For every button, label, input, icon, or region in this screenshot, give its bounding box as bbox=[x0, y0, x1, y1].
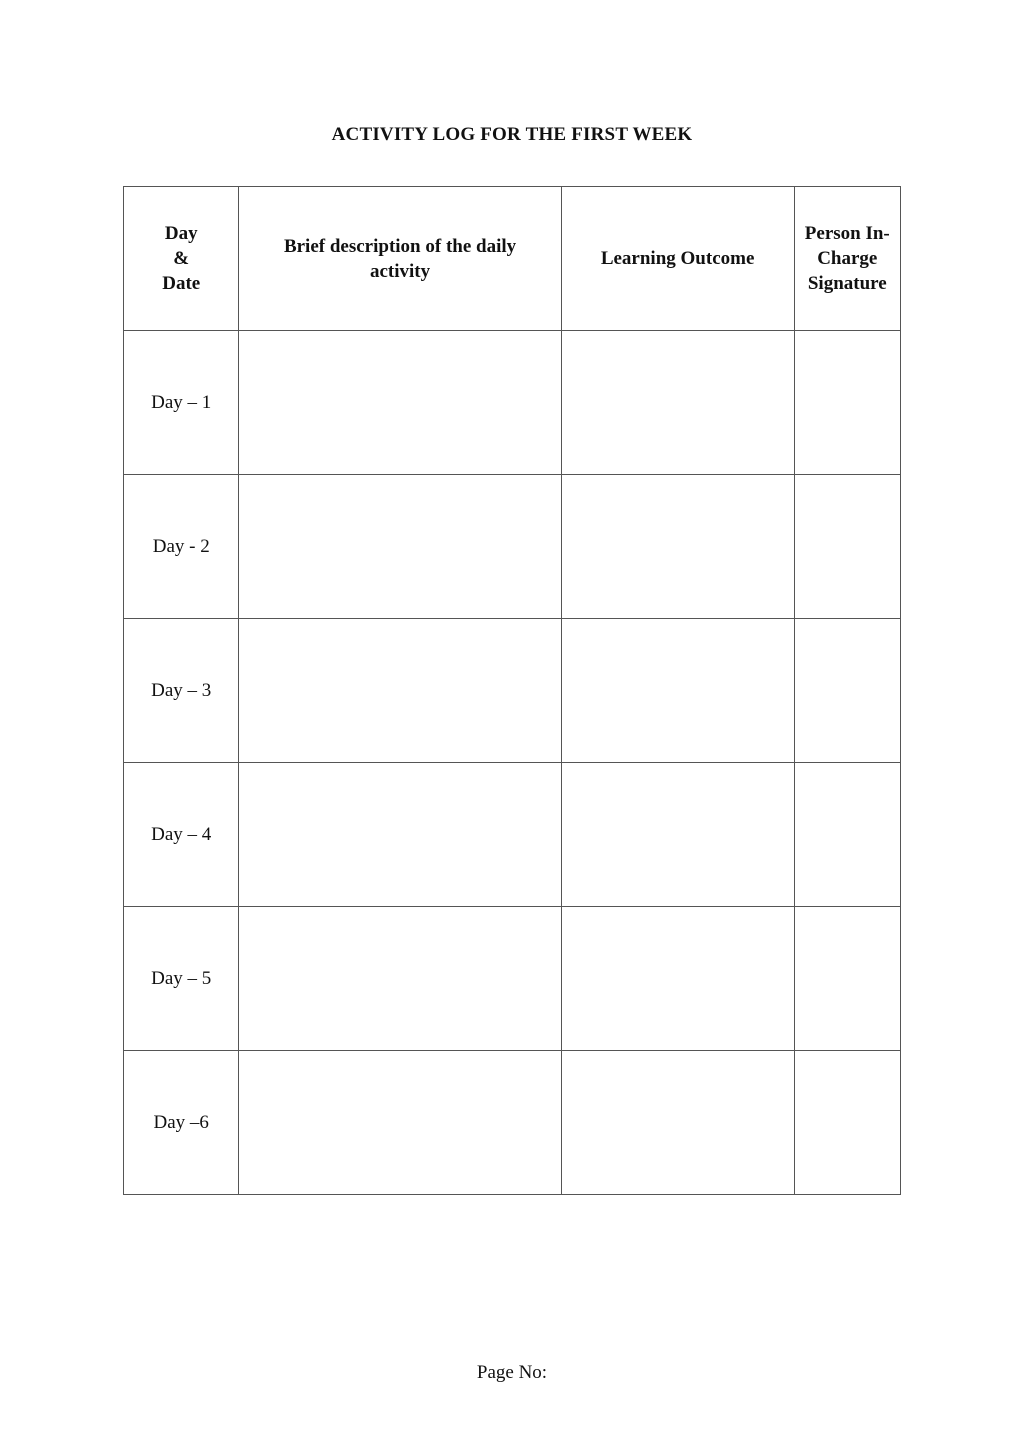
learning-outcome-cell[interactable] bbox=[561, 619, 794, 763]
day-cell: Day –6 bbox=[124, 1051, 239, 1195]
description-cell[interactable] bbox=[239, 1051, 561, 1195]
header-day-date-line: Day bbox=[164, 223, 198, 244]
table-row bbox=[124, 1051, 901, 1195]
table-row bbox=[124, 619, 901, 763]
signature-cell[interactable] bbox=[794, 619, 900, 763]
signature-cell[interactable] bbox=[794, 1051, 900, 1195]
signature-cell[interactable] bbox=[794, 331, 900, 475]
header-signature-line: Person In- bbox=[804, 223, 890, 244]
day-cell: Day – 1 bbox=[124, 331, 239, 475]
table-row bbox=[124, 475, 901, 619]
day-cell: Day - 2 bbox=[124, 475, 239, 619]
day-cell: Day – 3 bbox=[124, 619, 239, 763]
description-cell[interactable] bbox=[239, 763, 561, 907]
activity-log-table bbox=[123, 186, 901, 1195]
signature-cell[interactable] bbox=[794, 907, 900, 1051]
table-header-row bbox=[124, 187, 901, 331]
description-cell[interactable] bbox=[239, 907, 561, 1051]
day-cell: Day – 4 bbox=[124, 763, 239, 907]
description-cell[interactable] bbox=[239, 619, 561, 763]
header-day-date-line: & bbox=[173, 248, 190, 269]
learning-outcome-cell[interactable] bbox=[561, 763, 794, 907]
learning-outcome-cell[interactable] bbox=[561, 1051, 794, 1195]
day-cell: Day – 5 bbox=[124, 907, 239, 1051]
learning-outcome-cell[interactable] bbox=[561, 331, 794, 475]
description-cell[interactable] bbox=[239, 331, 561, 475]
header-learning-outcome: Learning Outcome bbox=[561, 187, 794, 331]
table-row bbox=[124, 907, 901, 1051]
table-row bbox=[124, 763, 901, 907]
header-description bbox=[239, 187, 561, 331]
page-title: ACTIVITY LOG FOR THE FIRST WEEK bbox=[331, 124, 693, 145]
header-signature-line: Signature bbox=[807, 273, 887, 294]
learning-outcome-cell[interactable] bbox=[561, 475, 794, 619]
header-description-line: activity bbox=[369, 260, 431, 282]
header-day-date-line: Date bbox=[162, 273, 201, 294]
signature-cell[interactable] bbox=[794, 475, 900, 619]
signature-cell[interactable] bbox=[794, 763, 900, 907]
table-row bbox=[124, 331, 901, 475]
description-cell[interactable] bbox=[239, 475, 561, 619]
header-signature-line: Charge bbox=[817, 248, 878, 269]
header-signature bbox=[794, 187, 900, 331]
header-description-line: Brief description of the daily bbox=[283, 235, 517, 257]
header-day-date bbox=[124, 187, 239, 331]
learning-outcome-cell[interactable] bbox=[561, 907, 794, 1051]
page-number-label: Page No: bbox=[476, 1362, 548, 1383]
